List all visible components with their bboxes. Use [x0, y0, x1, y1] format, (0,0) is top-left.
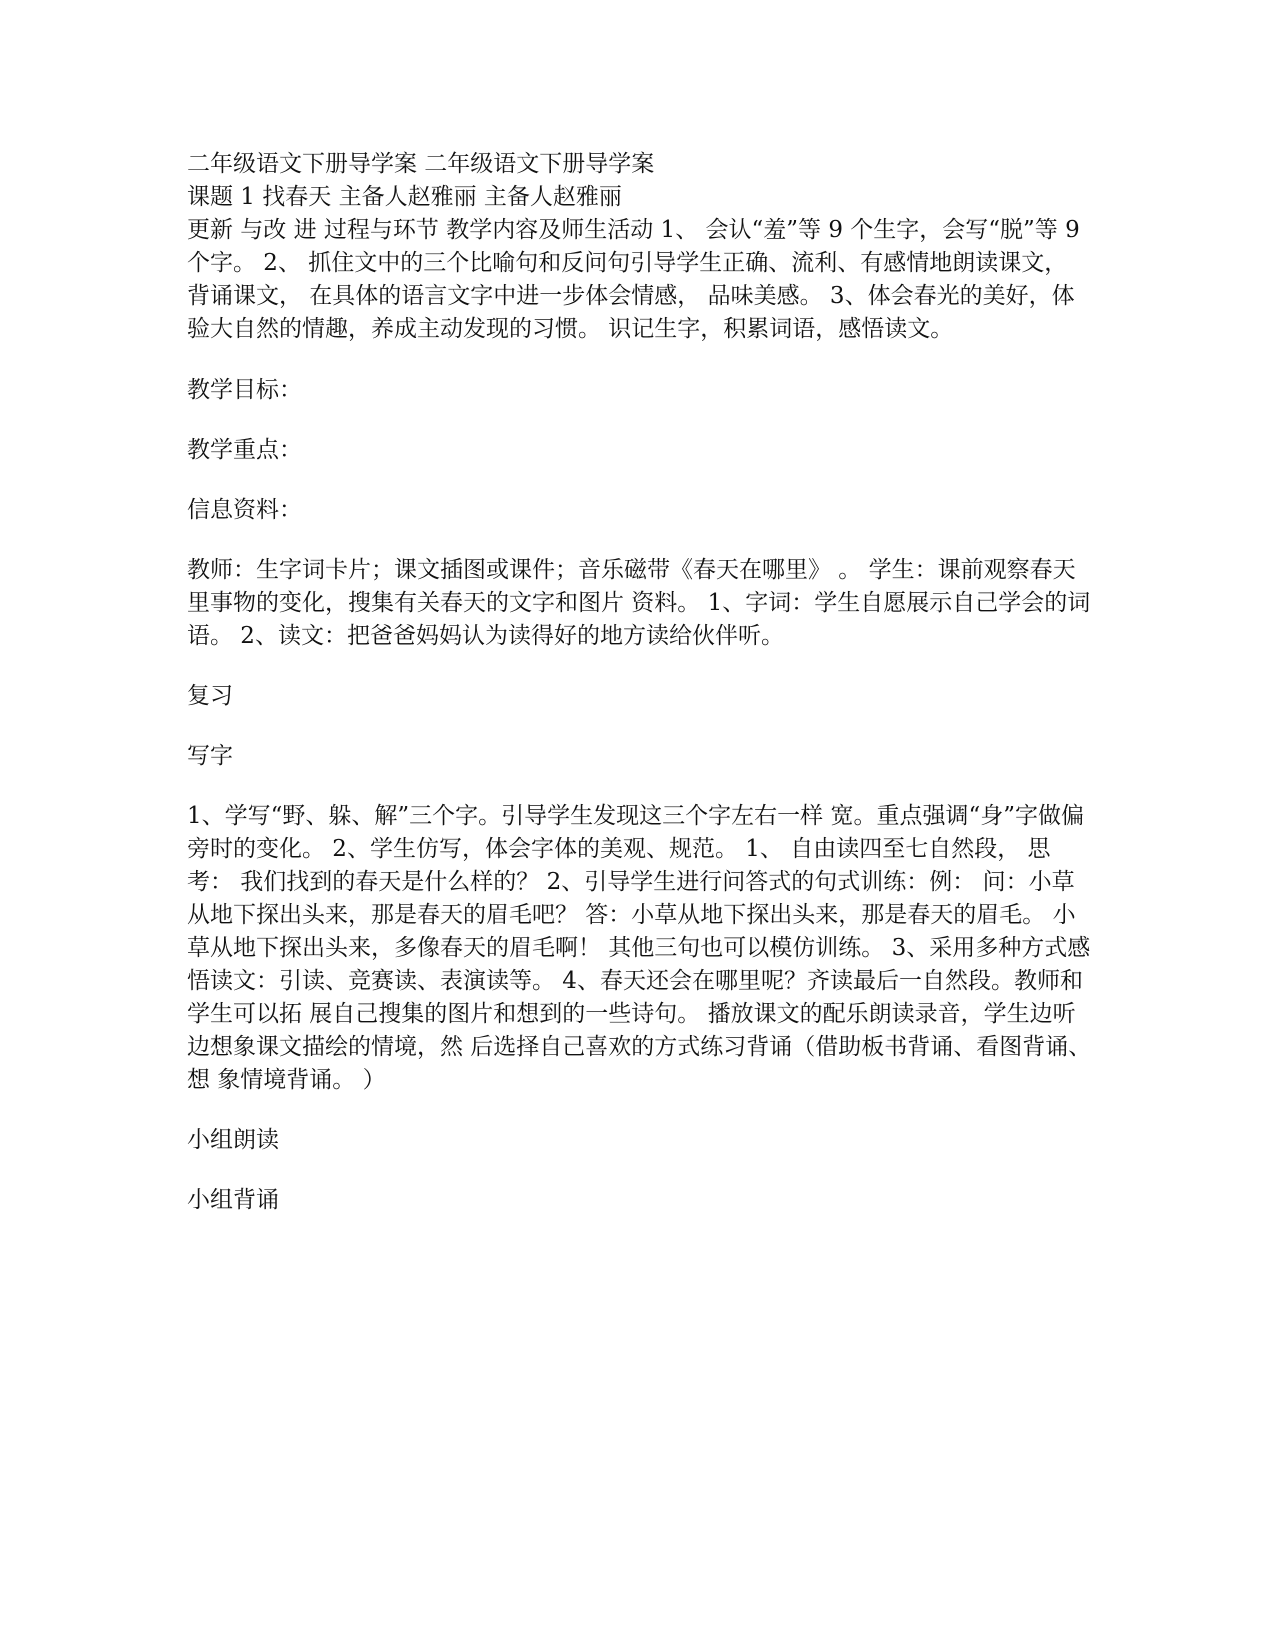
document-title: 二年级语文下册导学案 二年级语文下册导学案 [187, 151, 655, 177]
materials-paragraph: 教师：生字词卡片；课文插图或课件；音乐磁带《春天在哪里》 。 学生：课前观察春天里事物的变化，搜集有关春天的文字和图片 资料。 1、字词：学生自愿展示自己学会的词语。 2、读文：把爸爸妈妈认为读得好的地方读给伙伴听。 [187, 557, 1091, 649]
heading-group-reading: 小组朗读 [187, 1127, 279, 1153]
heading-information-materials: 信息资料： [187, 497, 302, 523]
heading-teaching-key-points: 教学重点： [187, 437, 302, 463]
document-body [187, 148, 1092, 1217]
lesson-info-line: 课题 1 找春天 主备人赵雅丽 主备人赵雅丽 [187, 184, 622, 210]
activities-paragraph: 1、学写“野、躲、解”三个字。引导学生发现这三个字左右一样 宽。重点强调“身”字做偏旁时的变化。 2、学生仿写，体会字体的美观、规范。 1、 自由读四至七自然段， 思考： 我们找到的春天是什么样的？ 2、引导学生进行问答式的句式训练：例： 问：小草从地下探出头来，那是春天的眉毛吧？ 答：小草从地下探出头来，那是春天的眉毛。 小草从地下探出头来，多像春天的眉毛啊！ 其他三句也可以模仿训练。 3、采用多种方式感悟读文：引读、竞赛读、表演读等。 4、春天还会在哪里呢？齐读最后一自然段。教师和学生可以拓 展自己搜集的图片和想到的一些诗句。 播放课文的配乐朗读录音，学生边听边想象课文描绘的情境，然 后选择自己喜欢的方式练习背诵（借助板书背诵、看图背诵、想 象情境背诵。 ） [187, 803, 1092, 1093]
heading-teaching-objectives: 教学目标： [187, 377, 302, 403]
heading-review: 复习 [187, 683, 233, 709]
heading-writing: 写字 [187, 743, 233, 769]
heading-group-recitation: 小组背诵 [187, 1187, 279, 1213]
intro-paragraph: 更新 与改 进 过程与环节 教学内容及师生活动 1、 会认“羞”等 9 个生字，会写“脱”等 9 个字。 2、 抓住文中的三个比喻句和反问句引导学生正确、流利、有感情地朗读课文， 背诵课文， 在具体的语言文字中进一步体会情感， 品味美感。 3、体会春光的美好，体验大自然的情趣，养成主动发现的习惯。 识记生字，积累词语，感悟读文。 [187, 217, 1080, 342]
